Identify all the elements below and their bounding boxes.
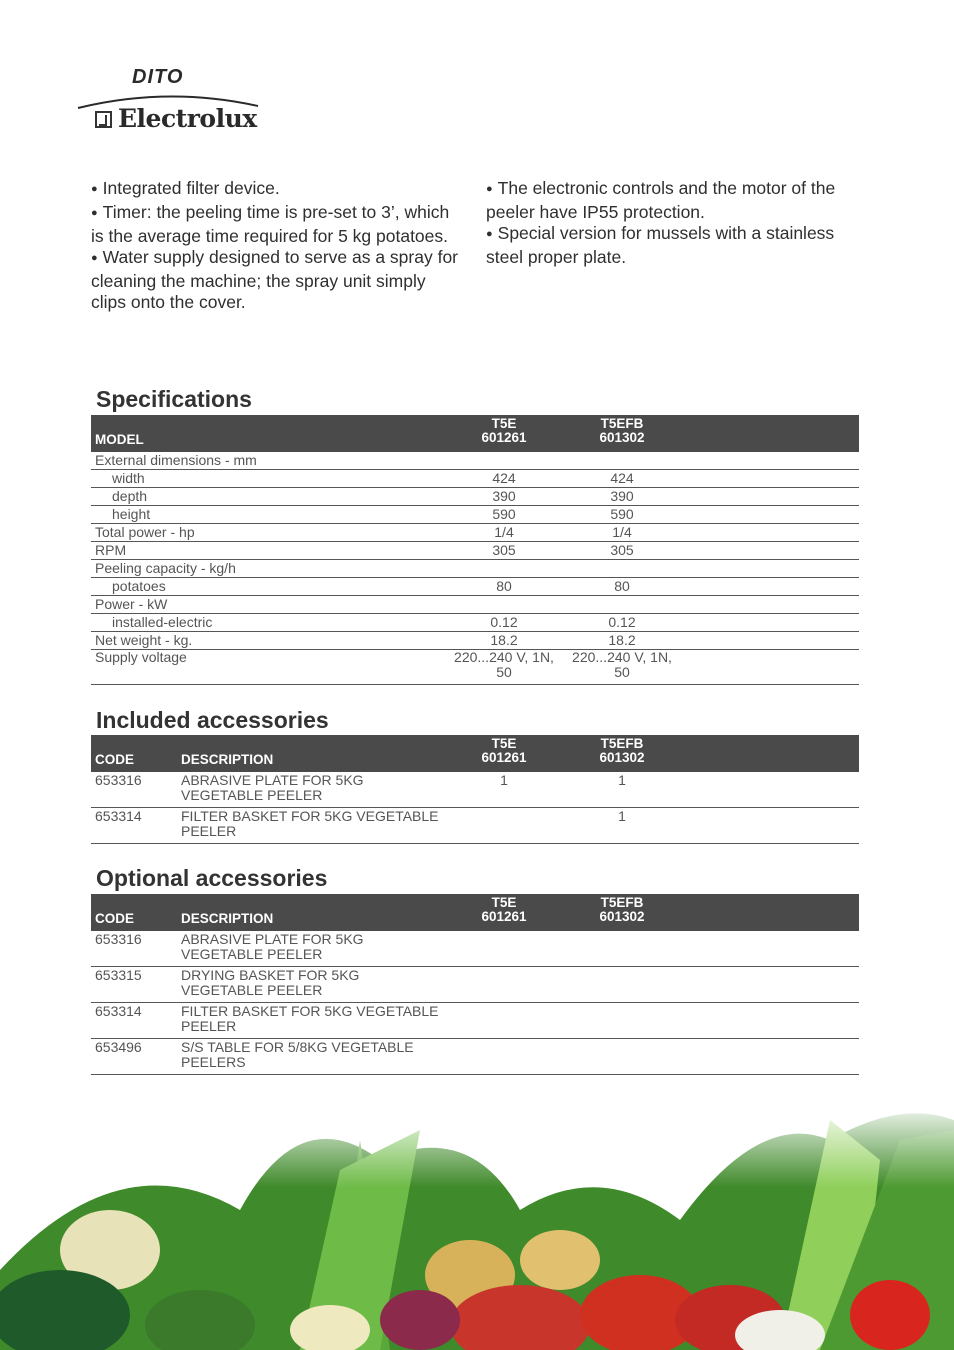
- feature-item: ● Special version for mussels with a stainless steel proper plate.: [486, 223, 861, 268]
- accessory-code: 653316: [91, 772, 177, 808]
- spec-value-model-1: [445, 560, 563, 578]
- spec-label: depth: [91, 488, 445, 506]
- feature-item: ● Integrated filter device.: [91, 178, 461, 202]
- spec-value-model-2: [563, 452, 681, 470]
- description-header: DESCRIPTION: [181, 752, 274, 767]
- table-row: [91, 578, 859, 596]
- table-row: [91, 524, 859, 542]
- spec-value-model-2: 80: [563, 578, 681, 596]
- model-1-header: T5E 601261: [481, 736, 527, 765]
- included-accessories-table: [91, 735, 859, 844]
- electrolux-icon: [95, 111, 112, 128]
- table-row: [91, 470, 859, 488]
- spec-label: External dimensions - mm: [91, 452, 445, 470]
- table-row: [91, 967, 859, 1003]
- code-header: CODE: [95, 752, 135, 767]
- feature-item: ● Timer: the peeling time is pre-set to 3’, which is the average time required for 5 kg potatoes.: [91, 202, 461, 247]
- table-row: [91, 614, 859, 632]
- table-header: [91, 735, 859, 772]
- table-row: [91, 931, 859, 967]
- accessory-qty-model-1: 1: [445, 772, 563, 808]
- table-row: [91, 632, 859, 650]
- spec-label: Supply voltage: [91, 650, 445, 685]
- optional-accessories-title: Optional accessories: [96, 865, 328, 891]
- electrolux-logo-text: Electrolux: [118, 104, 257, 133]
- spec-value-model-2: 424: [563, 470, 681, 488]
- accessory-code: 653316: [91, 931, 177, 967]
- included-accessories-title: Included accessories: [96, 707, 329, 733]
- spec-value-model-1: 0.12: [445, 614, 563, 632]
- spec-value-model-1: 305: [445, 542, 563, 560]
- table-row: [91, 506, 859, 524]
- dito-logo-text: DITO: [132, 66, 184, 88]
- brand-logo: [76, 66, 261, 136]
- feature-item: ● Water supply designed to serve as a spray for cleaning the machine; the spray unit simply clips onto the cover.: [91, 247, 461, 313]
- model-2-header: T5EFB 601302: [599, 895, 645, 924]
- spec-value-model-2: [563, 596, 681, 614]
- accessory-description: ABRASIVE PLATE FOR 5KG VEGETABLE PEELER: [177, 931, 445, 967]
- model-2-header: T5EFB 601302: [599, 736, 645, 765]
- spec-value-model-1: 220...240 V, 1N, 50: [445, 650, 563, 685]
- spec-value-model-1: 80: [445, 578, 563, 596]
- features-column-right: [486, 178, 861, 268]
- spec-label: installed-electric: [91, 614, 445, 632]
- model-2-header: T5EFB 601302: [599, 416, 645, 445]
- spec-label: height: [91, 506, 445, 524]
- table-row: [91, 808, 859, 844]
- spec-label: Power - kW: [91, 596, 445, 614]
- spec-label: width: [91, 470, 445, 488]
- spec-value-model-1: 390: [445, 488, 563, 506]
- spec-value-model-1: 590: [445, 506, 563, 524]
- code-header: CODE: [95, 911, 135, 926]
- spec-value-model-1: [445, 452, 563, 470]
- table-row: [91, 488, 859, 506]
- spec-label: Peeling capacity - kg/h: [91, 560, 445, 578]
- accessory-description: FILTER BASKET FOR 5KG VEGETABLE PEELER: [177, 1003, 445, 1039]
- model-1-header: T5E 601261: [481, 895, 527, 924]
- spec-value-model-2: 305: [563, 542, 681, 560]
- accessory-description: DRYING BASKET FOR 5KG VEGETABLE PEELER: [177, 967, 445, 1003]
- accessory-code: 653314: [91, 808, 177, 844]
- accessory-qty-model-2: 1: [563, 772, 681, 808]
- description-header: DESCRIPTION: [181, 911, 274, 926]
- spec-value-model-1: 1/4: [445, 524, 563, 542]
- spec-value-model-1: 18.2: [445, 632, 563, 650]
- table-row: [91, 1003, 859, 1039]
- accessory-description: FILTER BASKET FOR 5KG VEGETABLE PEELER: [177, 808, 445, 844]
- spec-value-model-2: 220...240 V, 1N, 50: [563, 650, 681, 685]
- accessory-description: S/S TABLE FOR 5/8KG VEGETABLE PEELERS: [177, 1039, 445, 1075]
- table-row: [91, 596, 859, 614]
- accessory-code: 653496: [91, 1039, 177, 1075]
- model-1-header: T5E 601261: [481, 416, 527, 445]
- spec-value-model-2: 390: [563, 488, 681, 506]
- table-row: [91, 1039, 859, 1075]
- vegetables-image: [0, 1100, 954, 1350]
- accessory-qty-model-1: [445, 808, 563, 844]
- table-row: [91, 452, 859, 470]
- specifications-table: [91, 415, 859, 685]
- table-row: [91, 542, 859, 560]
- accessory-qty-model-2: 1: [563, 808, 681, 844]
- spec-label: Total power - hp: [91, 524, 445, 542]
- model-header: MODEL: [95, 432, 144, 447]
- spec-value-model-2: 1/4: [563, 524, 681, 542]
- optional-accessories-table: [91, 894, 859, 1075]
- table-header: [91, 894, 859, 931]
- spec-value-model-2: [563, 560, 681, 578]
- spec-value-model-2: 0.12: [563, 614, 681, 632]
- spec-value-model-1: 424: [445, 470, 563, 488]
- table-row: [91, 772, 859, 808]
- table-row: [91, 650, 859, 685]
- spec-value-model-2: 590: [563, 506, 681, 524]
- spec-value-model-1: [445, 596, 563, 614]
- spec-value-model-2: 18.2: [563, 632, 681, 650]
- table-row: [91, 560, 859, 578]
- spec-label: RPM: [91, 542, 445, 560]
- table-header: [91, 415, 859, 452]
- accessory-description: ABRASIVE PLATE FOR 5KG VEGETABLE PEELER: [177, 772, 445, 808]
- accessory-code: 653314: [91, 1003, 177, 1039]
- accessory-code: 653315: [91, 967, 177, 1003]
- specifications-title: Specifications: [96, 386, 252, 412]
- spec-label: potatoes: [91, 578, 445, 596]
- feature-item: ● The electronic controls and the motor of the peeler have IP55 protection.: [486, 178, 861, 223]
- features-column-left: [91, 178, 461, 313]
- spec-label: Net weight - kg.: [91, 632, 445, 650]
